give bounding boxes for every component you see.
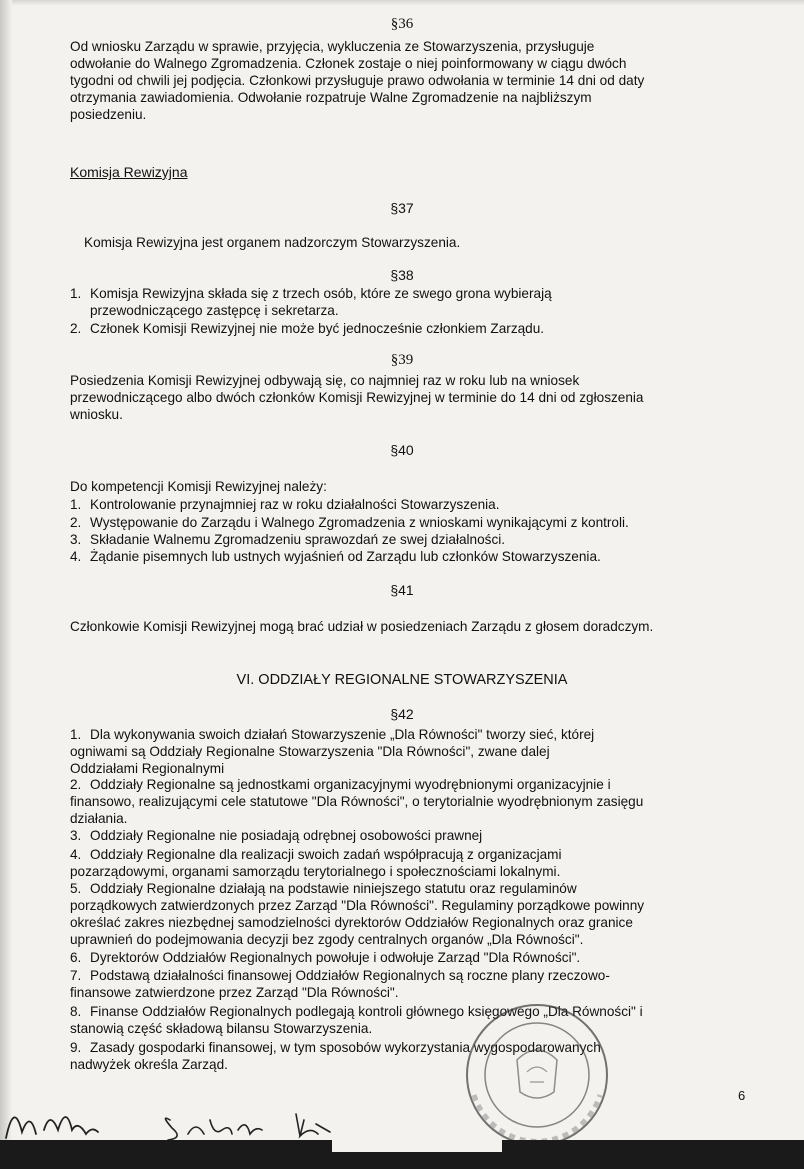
item-text: przewodniczącego zastępcę i sekretarza.: [90, 303, 339, 318]
section-40-item-4: [70, 548, 601, 565]
text-line: Posiedzenia Komisji Rewizyjnej odbywają się, co najmniej raz w roku lub na wniosek: [70, 373, 580, 388]
text-line: odwołanie do Walnego Zgromadzenia. Członek zostaje o niej poinformowany w ciągu dwóch: [70, 56, 627, 71]
section-40-heading: §40: [390, 442, 414, 458]
item-text: pozarządowymi, organami samorządu terytorialnego i społecznościami lokalnymi.: [70, 864, 561, 879]
item-number: 8.: [70, 1004, 82, 1019]
text-line: przewodniczącego albo dwóch członków Komisji Rewizyjnej w terminie do 14 dni od zgłoszenia: [70, 390, 644, 405]
item-text: finansowe zatwierdzone przez Zarząd "Dla Równości".: [70, 985, 399, 1000]
official-stamp: [462, 1000, 612, 1150]
item-text: Oddziały Regionalne są jednostkami organizacyjnymi wyodrębnionymi organizacyjnie i: [90, 777, 611, 792]
item-text: Komisja Rewizyjna składa się z trzech osób, które ze swego grona wybierają: [90, 286, 552, 301]
section-38-item-1: [70, 285, 552, 319]
komisja-rewizyjna-heading: Komisja Rewizyjna: [70, 164, 188, 180]
section-42-item-4: [70, 846, 562, 880]
text-line: posiedzeniu.: [70, 107, 147, 122]
item-text: porządkowych zatwierdzonych przez Zarząd "Dla Równości". Regulaminy porządkowe powinny: [70, 898, 645, 913]
item-text: Zasady gospodarki finansowej, w tym sposobów wykorzystania wygospodarowanych: [90, 1040, 601, 1055]
page-number: 6: [738, 1088, 746, 1103]
section-36-text: [70, 38, 740, 123]
item-number: 4.: [70, 847, 82, 862]
item-text: Kontrolowanie przynajmniej raz w roku działalności Stowarzyszenia.: [90, 497, 500, 512]
item-number: 2.: [70, 515, 82, 530]
item-number: 7.: [70, 968, 82, 983]
section-39-heading: §39: [390, 352, 414, 368]
section-41-heading: §41: [390, 582, 414, 598]
section-38-heading: §38: [390, 267, 414, 283]
item-text: działania.: [70, 811, 128, 826]
item-number: 1.: [70, 727, 82, 742]
item-text: Oddziały Regionalne dla realizacji swoich zadań współpracują z organizacjami: [90, 847, 562, 862]
item-text: Oddziały Regionalne nie posiadają odrębnej osobowości prawnej: [90, 828, 483, 843]
item-number: 4.: [70, 549, 82, 564]
section-37-text: Komisja Rewizyjna jest organem nadzorczym Stowarzyszenia.: [84, 235, 461, 250]
item-text: Składanie Walnemu Zgromadzeniu sprawozdań ze swej działalności.: [90, 532, 506, 547]
section-38-item-2: [70, 320, 544, 337]
section-42-item-5: [70, 880, 644, 948]
item-text: uprawnień do podejmowania decyzji bez zgody centralnych organów „Dla Równości".: [70, 932, 584, 947]
item-text: stanowią część składową bilansu Stowarzyszenia.: [70, 1021, 373, 1036]
section-42-item-1: [70, 726, 594, 777]
item-text: Podstawą działalności finansowej Oddziałów Regionalnych są roczne plany rzeczowo-: [90, 968, 610, 983]
section-42-item-3: [70, 827, 482, 844]
item-number: 6.: [70, 950, 82, 965]
section-39-text: [70, 372, 746, 423]
item-number: 2.: [70, 777, 82, 792]
item-text: finansowo, realizującymi cele statutowe "Dla Równości", o terytorialnie wyodrębnionym zasięgu: [70, 794, 644, 809]
chapter-heading: VI. ODDZIAŁY REGIONALNE STOWARZYSZENIA: [236, 672, 568, 688]
section-40-item-2: [70, 514, 629, 531]
section-41-text: Członkowie Komisji Rewizyjnej mogą brać udział w posiedzeniach Zarządu z głosem doradczym.: [70, 619, 654, 634]
scan-edge-left: [0, 0, 12, 1140]
item-text: Dla wykonywania swoich działań Stowarzyszenie „Dla Równości" tworzy sieć, której: [90, 727, 595, 742]
item-number: 1.: [70, 286, 82, 301]
scan-edge-bottom: [0, 1140, 804, 1169]
item-text: Występowanie do Zarządu i Walnego Zgromadzenia z wnioskami wynikającymi z kontroli.: [90, 515, 629, 530]
item-text: ogniwami są Oddziały Regionalne Stowarzyszenia "Dla Równości", zwane dalej: [70, 744, 550, 759]
scan-edge-top: [0, 0, 804, 6]
section-42-heading: §42: [390, 706, 414, 722]
item-number: 2.: [70, 321, 82, 336]
text-line: wniosku.: [70, 407, 123, 422]
section-40-intro: Do kompetencji Komisji Rewizyjnej należy:: [70, 479, 327, 494]
text-line: Od wniosku Zarządu w sprawie, przyjęcia, wykluczenia ze Stowarzyszenia, przysługuje: [70, 39, 595, 54]
section-37-heading: §37: [390, 200, 414, 216]
item-number: 5.: [70, 881, 82, 896]
section-36-heading: §36: [390, 16, 414, 32]
item-text: Finanse Oddziałów Regionalnych podlegają kontroli głównego księgowego „Dla Równości" i: [90, 1004, 643, 1019]
item-text: Członek Komisji Rewizyjnej nie może być jednocześnie członkiem Zarządu.: [90, 321, 545, 336]
section-42-item-2: [70, 776, 643, 827]
text-line: tygodni od chwili jej podjęcia. Członkowi przysługuje prawo odwołania w terminie 14 dni od daty: [70, 73, 645, 88]
item-text: Żądanie pisemnych lub ustnych wyjaśnień od Zarządu lub członków Stowarzyszenia.: [90, 549, 601, 564]
item-text: określać zakres niezbędnej samodzielności dyrektorów Oddziałów Regionalnych oraz granice: [70, 915, 633, 930]
section-42-item-6: [70, 949, 580, 966]
item-number: 3.: [70, 532, 82, 547]
section-42-item-7: [70, 967, 610, 1001]
item-number: 1.: [70, 497, 82, 512]
text-line: otrzymania zawiadomienia. Odwołanie rozpatruje Walne Zgromadzenie na najbliższym: [70, 90, 592, 105]
item-text: nadwyżek określa Zarząd.: [70, 1057, 228, 1072]
item-number: 9.: [70, 1040, 82, 1055]
section-40-item-1: [70, 496, 500, 513]
item-text: Oddziałami Regionalnymi: [70, 761, 225, 776]
item-text: Oddziały Regionalne działają na podstawie niniejszego statutu oraz regulaminów: [90, 881, 577, 896]
section-40-item-3: [70, 531, 505, 548]
item-number: 3.: [70, 828, 82, 843]
item-text: Dyrektorów Oddziałów Regionalnych powołuje i odwołuje Zarząd "Dla Równości".: [90, 950, 581, 965]
